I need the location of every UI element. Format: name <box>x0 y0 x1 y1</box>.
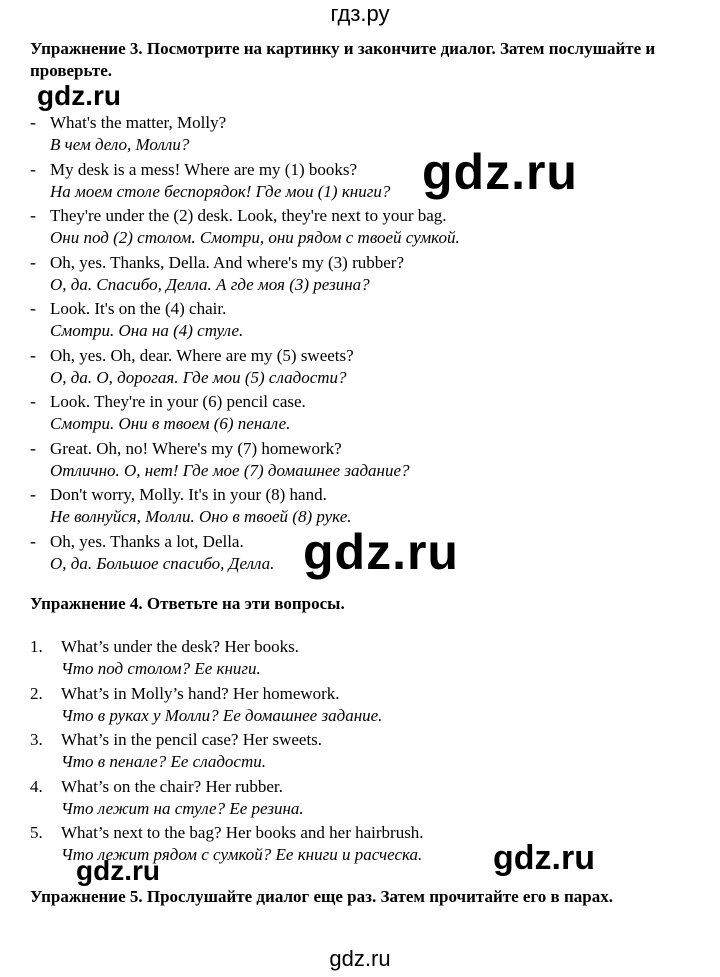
english-line: Look. They're in your (6) pencil case. <box>50 392 306 411</box>
dialogue-line <box>30 344 590 391</box>
answer-item <box>30 635 590 682</box>
site-footer: gdz.ru <box>329 946 391 971</box>
russian-translation: На моем столе беспорядок! Где мои (1) книги? <box>50 181 391 201</box>
russian-translation: Что лежит на стуле? Ее резина. <box>61 798 304 818</box>
english-answer: What’s next to the bag? Her books and her hairbrush. <box>61 823 424 842</box>
russian-translation: Смотри. Они в твоем (6) пенале. <box>50 414 291 433</box>
answer-number: 4. <box>30 776 43 796</box>
dash-marker: - <box>30 112 36 132</box>
answer-item <box>30 728 590 775</box>
site-header: гдз.ру <box>330 1 390 26</box>
watermark-text: gdz.ru <box>422 144 578 200</box>
english-answer: What’s on the chair? Her rubber. <box>61 776 283 796</box>
answer-item <box>30 682 590 729</box>
dash-marker: - <box>30 391 36 411</box>
russian-translation: Что под столом? Ее книги. <box>61 659 261 678</box>
dialogue-line <box>30 251 590 298</box>
english-line: Look. It's on the (4) chair. <box>50 299 227 318</box>
dialogue-line <box>30 390 590 437</box>
dialogue-line <box>30 297 590 344</box>
exercise-4-heading: Упражнение 4. Ответьте на эти вопросы. <box>30 594 345 613</box>
answer-number: 2. <box>30 683 43 703</box>
english-line: What's the matter, Molly? <box>50 113 227 132</box>
dash-marker: - <box>30 484 36 504</box>
answer-item <box>30 775 590 822</box>
english-answer: What’s in the pencil case? Her sweets. <box>61 730 323 749</box>
english-line: Oh, yes. Oh, dear. Where are my (5) sweets? <box>50 345 354 365</box>
watermark-text: gdz.ru <box>37 80 121 111</box>
dash-marker: - <box>30 251 36 272</box>
russian-translation: Они под (2) столом. Смотри, они рядом с твоей сумкой. <box>50 228 460 247</box>
russian-translation: О, да. О, дорогая. Где мои (5) сладости? <box>50 367 347 387</box>
russian-translation: Что в пенале? Ее сладости. <box>61 752 266 771</box>
english-answer: What’s under the desk? Her books. <box>61 637 299 656</box>
answer-number: 3. <box>30 730 43 749</box>
english-line: Oh, yes. Thanks a lot, Della. <box>50 531 244 551</box>
english-line: Don't worry, Molly. It's in your (8) hand. <box>50 485 327 504</box>
dialogue-line <box>30 437 590 484</box>
russian-translation: Смотри. Она на (4) стуле. <box>50 321 244 340</box>
dash-marker: - <box>30 437 36 458</box>
dialogue-line <box>30 204 590 251</box>
watermark-text: gdz.ru <box>303 524 459 580</box>
english-line: My desk is a mess! Where are my (1) books? <box>50 159 358 179</box>
russian-translation: Отлично. О, нет! Где мое (7) домашнее задание? <box>50 460 410 480</box>
watermark-text: gdz.ru <box>76 855 160 886</box>
dash-marker: - <box>30 298 36 318</box>
dash-marker: - <box>30 530 36 551</box>
russian-translation: О, да. Спасибо, Делла. А где моя (3) резина? <box>50 274 370 294</box>
russian-translation: Не волнуйся, Молли. Оно в твоей (8) руке. <box>50 507 352 526</box>
dash-marker: - <box>30 205 36 225</box>
english-line: Great. Oh, no! Where's my (7) homework? <box>50 438 342 458</box>
dash-marker: - <box>30 344 36 365</box>
answer-number: 1. <box>30 637 43 656</box>
russian-translation: Что в руках у Молли? Ее домашнее задание. <box>61 705 383 725</box>
exercise-4-answers <box>30 635 590 868</box>
russian-translation: В чем дело, Молли? <box>50 135 190 154</box>
english-line: Oh, yes. Thanks, Della. And where's my (3) rubber? <box>50 252 404 272</box>
russian-translation: Что лежит рядом с сумкой? Ее книги и расческа. <box>61 845 423 864</box>
dash-marker: - <box>30 158 36 179</box>
answer-number: 5. <box>30 823 43 842</box>
exercise-5-heading: Упражнение 5. Прослушайте диалог еще раз. Затем прочитайте его в парах. <box>30 887 613 906</box>
watermark-text: gdz.ru <box>493 839 595 877</box>
exercise-3-heading: Упражнение 3. Посмотрите на картинку и закончите диалог. Затем послушайте и проверьте. <box>30 39 656 80</box>
english-line: They're under the (2) desk. Look, they're next to your bag. <box>50 206 447 225</box>
russian-translation: О, да. Большое спасибо, Делла. <box>50 553 275 573</box>
english-answer: What’s in Molly’s hand? Her homework. <box>61 683 340 703</box>
